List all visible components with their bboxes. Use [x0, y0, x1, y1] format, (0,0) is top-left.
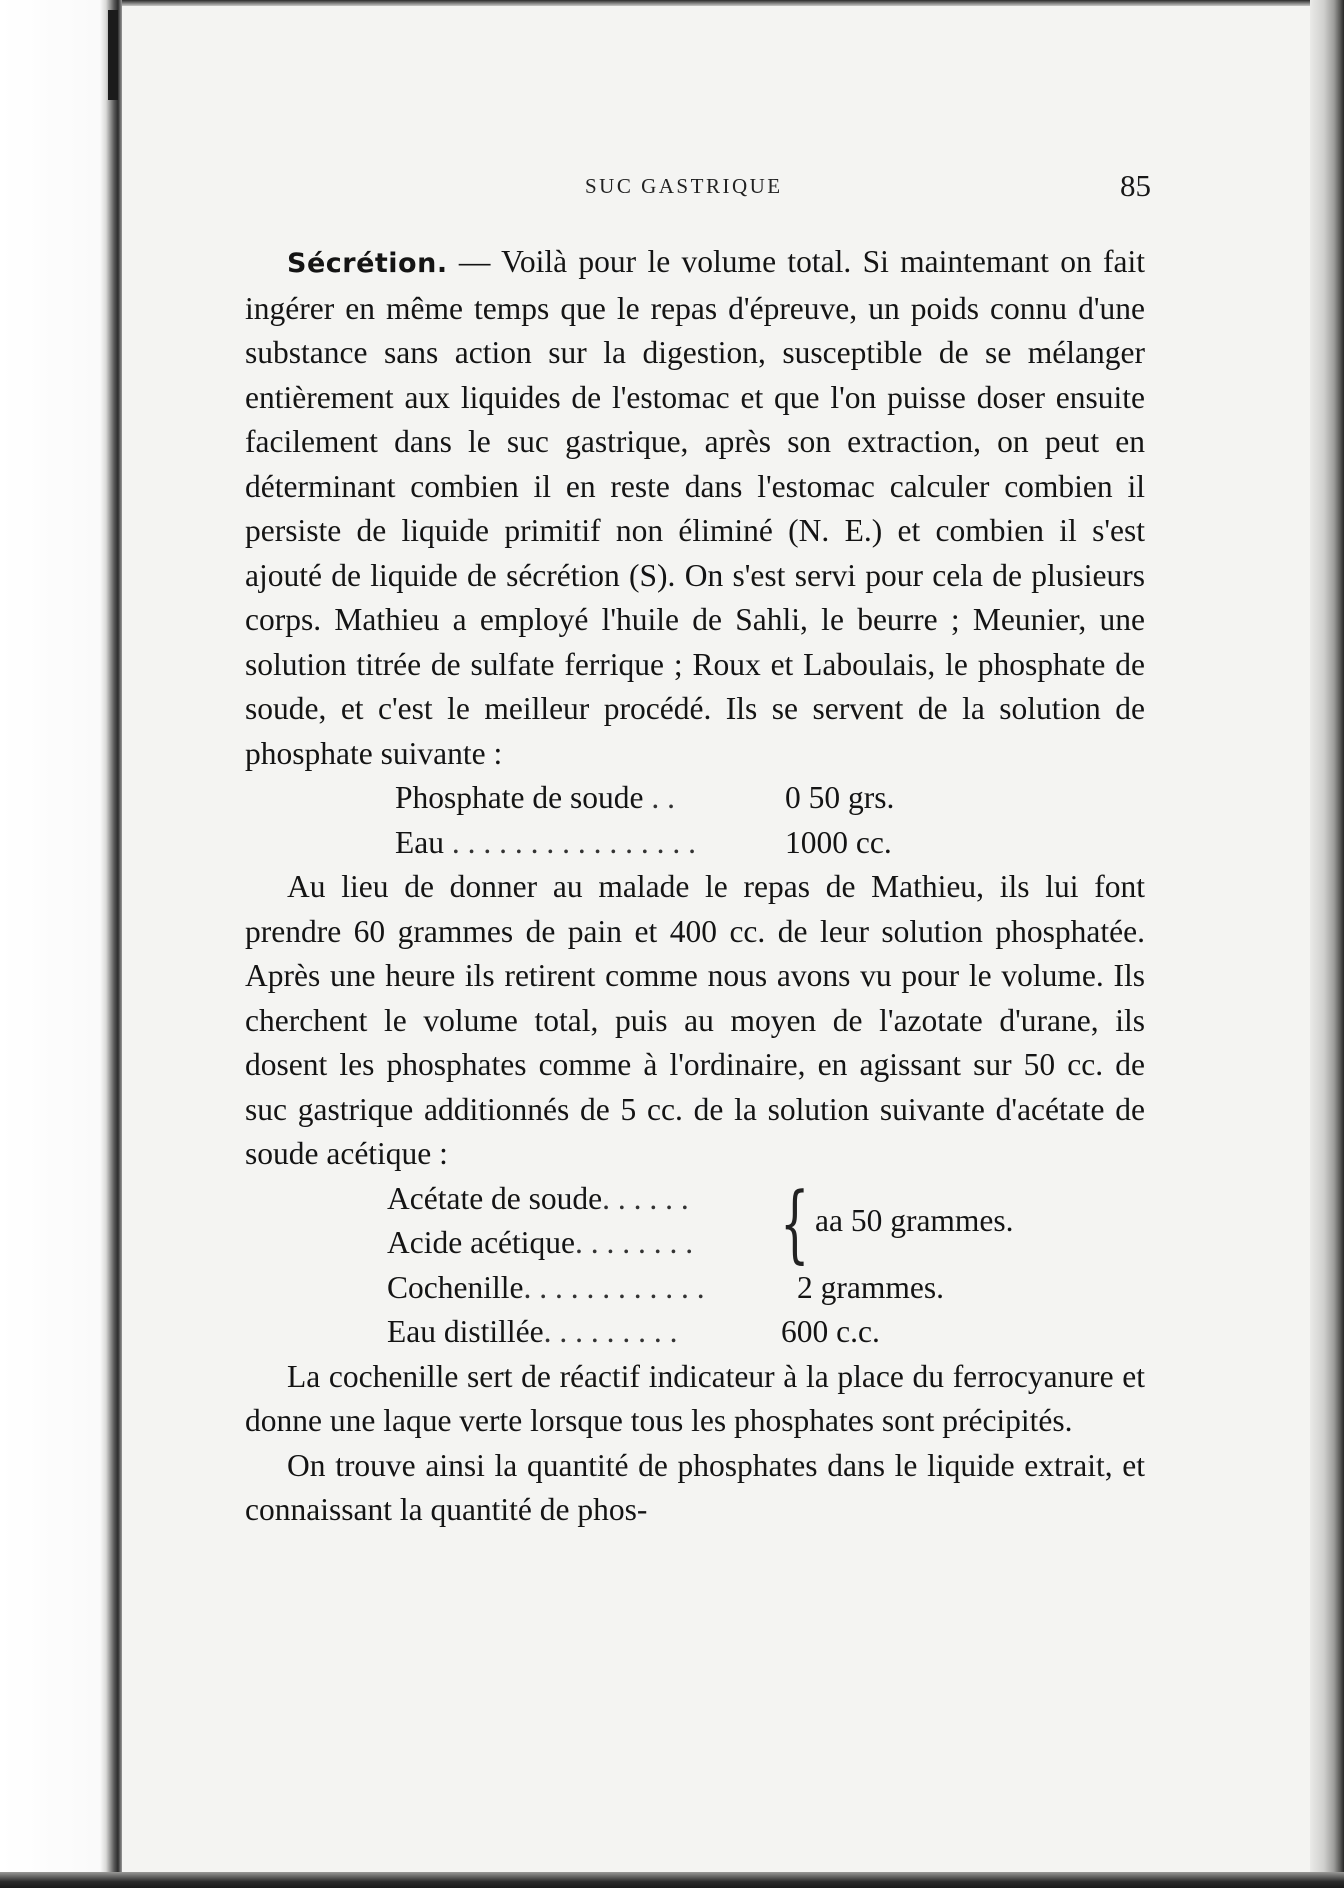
lead-term: Sécrétion. — [287, 248, 448, 279]
formula-quantity: 2 grammes. — [797, 1269, 944, 1305]
page-bottom-edge — [0, 1872, 1344, 1888]
formula-ingredient: Acétate de soude. . . . . . — [387, 1180, 689, 1216]
acetate-solution-formula — [245, 1173, 1145, 1355]
formula-row — [245, 1310, 1145, 1355]
formula-quantity: 0 50 grs. — [785, 780, 895, 815]
formula-quantity: 1000 cc. — [785, 824, 892, 860]
formula-shared-quantity: aa 50 grammes. — [815, 1202, 1014, 1238]
formula-row — [245, 821, 1145, 866]
page-number: 85 — [1120, 168, 1151, 203]
formula-ingredient: Acide acétique. . . . . . . . — [387, 1225, 694, 1260]
phosphate-solution-formula — [245, 776, 1145, 865]
paragraph-cochineal: La cochenille sert de réactif indicateur à la place du ferrocyanure et donne une laque verte lorsque tous les phosphates sont précipités. — [245, 1358, 1145, 1438]
paragraph-body: — Voilà pour le volume total. Si maintemant on fait ingérer en même temps que le repas d'épreuve, un poids connu d'une substance sans action sur la digestion, susceptible de se mélanger entièrement aux liquides de l'estomac et que l'on puisse doser ensuite facilement dans le suc gastrique, après son extraction, on peut en déterminant combien il en reste dans l'estomac calculer combien il persiste de liquide primitif non éliminé (N. E.) et combien il s'est ajouté de liquide de sécrétion (S). On s'est servi pour cela de plusieurs corps. Mathieu a employé l'huile de Sahli, le beurre ; Meunier, une solution titrée de sulfate ferrique ; Roux et Laboulais, le phosphate de soude, et c'est le meilleur procédé. Ils se servent de la solution de phosphate suivante : — [245, 244, 1145, 771]
formula-quantity: 600 c.c. — [781, 1314, 880, 1349]
formula-ingredient: Eau . . . . . . . . . . . . . . . . — [395, 824, 696, 860]
paragraph-conclusion: On trouve ainsi la quantité de phosphates dans le liquide extrait, et connaissant la quantité de phos- — [245, 1447, 1145, 1527]
running-title: SUC GASTRIQUE — [585, 174, 783, 198]
gutter-mark — [108, 10, 118, 100]
formula-row — [245, 776, 1145, 821]
paragraph-method: Au lieu de donner au malade le repas de Mathieu, ils lui font prendre 60 grammes de pain et 400 cc. de leur solution phosphatée. Après une heure ils retirent comme nous avons vu pour le volume. Ils cherchent le volume total, puis au moyen de l'azotate d'urane, ils dosent les phosphates comme à l'ordinaire, en agissant sur 50 cc. de suc gastrique additionnés de 5 cc. de la solution suivante d'acétate de soude acétique : — [245, 869, 1145, 1171]
page-right-edge — [1310, 0, 1344, 1888]
formula-ingredient: Eau distillée. . . . . . . . . — [387, 1314, 678, 1349]
book-spine-shadow — [0, 0, 122, 1888]
paragraph-secretion — [245, 240, 1145, 776]
page-top-edge — [122, 0, 1344, 6]
curly-brace-icon: { — [780, 1173, 810, 1272]
page-text-block — [245, 160, 1151, 1533]
formula-row — [245, 1266, 1145, 1311]
formula-ingredient: Phosphate de soude . . — [395, 780, 675, 815]
formula-ingredient: Cochenille. . . . . . . . . . . . — [387, 1269, 705, 1305]
running-header — [245, 160, 1151, 220]
